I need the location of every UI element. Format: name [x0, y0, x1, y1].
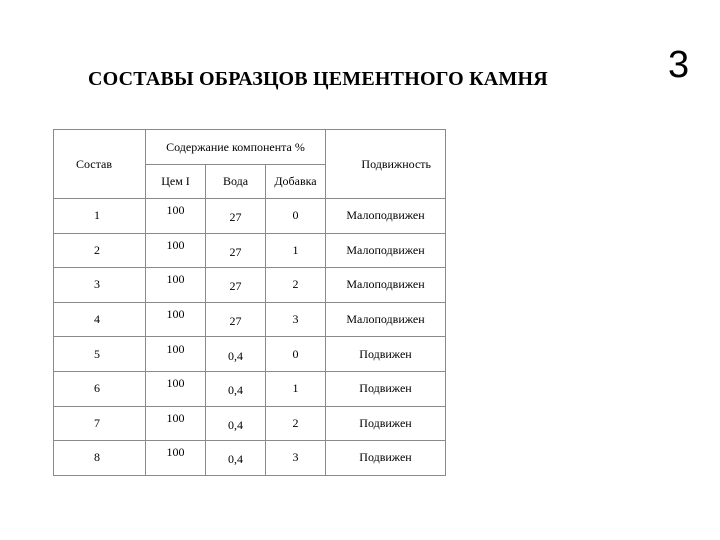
row-id-cell-text: 4	[94, 312, 100, 327]
additive-cell-text: 0	[292, 208, 299, 223]
mobility-cell	[326, 337, 446, 372]
row-id-cell-text: 6	[94, 381, 100, 396]
table-row	[54, 441, 446, 476]
row-id-cell	[54, 233, 146, 268]
water-cell	[206, 406, 266, 441]
cement-cell-text: 100	[166, 341, 185, 356]
water-cell	[206, 233, 266, 268]
mobility-cell-text: Малоподвижен	[346, 312, 425, 327]
cement-cell-text: 100	[166, 237, 185, 252]
water-cell-text: 0,4	[228, 417, 243, 432]
mobility-cell-text: Малоподвижен	[346, 242, 425, 257]
row-id-cell	[54, 302, 146, 337]
water-cell	[206, 199, 266, 234]
header-composition: Состав	[54, 130, 146, 199]
additive-cell-text: 2	[292, 277, 299, 292]
water-cell	[206, 371, 266, 406]
water-cell-text: 27	[229, 279, 242, 294]
table-row	[54, 233, 446, 268]
mobility-cell-text: Подвижен	[359, 346, 412, 361]
cement-cell	[146, 337, 206, 372]
page-number: 3	[668, 44, 690, 86]
water-cell	[206, 337, 266, 372]
cement-cell	[146, 441, 206, 476]
cement-cell-text: 100	[166, 272, 185, 287]
mobility-cell	[326, 199, 446, 234]
cement-cell	[146, 268, 206, 303]
table-row	[54, 268, 446, 303]
additive-cell-text: 1	[292, 381, 299, 396]
additive-cell-text: 0	[292, 346, 299, 361]
cement-cell	[146, 233, 206, 268]
cement-cell-text: 100	[166, 445, 185, 460]
mobility-cell	[326, 302, 446, 337]
row-id-cell-text: 8	[94, 450, 100, 465]
cement-cell	[146, 406, 206, 441]
water-cell-text: 0,4	[228, 348, 243, 363]
water-cell	[206, 268, 266, 303]
cement-cell-text: 100	[166, 410, 185, 425]
row-id-cell-text: 2	[94, 242, 100, 257]
page-title: СОСТАВЫ ОБРАЗЦОВ ЦЕМЕНТНОГО КАМНЯ	[88, 68, 548, 90]
additive-cell	[266, 371, 326, 406]
mobility-cell-text: Малоподвижен	[346, 277, 425, 292]
header-content: Содержание компонента %	[146, 130, 326, 165]
header-cement: Цем I	[146, 165, 206, 199]
row-id-cell	[54, 441, 146, 476]
header-additive: Добавка	[266, 165, 326, 199]
mobility-cell-text: Подвижен	[359, 450, 412, 465]
row-id-cell-text: 7	[94, 415, 100, 430]
additive-cell	[266, 233, 326, 268]
row-id-cell-text: 1	[94, 208, 100, 223]
row-id-cell	[54, 199, 146, 234]
row-id-cell	[54, 371, 146, 406]
water-cell	[206, 302, 266, 337]
mobility-cell-text: Подвижен	[359, 415, 412, 430]
table-row	[54, 199, 446, 234]
row-id-cell-text: 5	[94, 346, 100, 361]
additive-cell	[266, 441, 326, 476]
row-id-cell	[54, 406, 146, 441]
cement-cell	[146, 199, 206, 234]
table-body	[54, 199, 446, 476]
additive-cell	[266, 337, 326, 372]
row-id-cell-text: 3	[94, 277, 100, 292]
additive-cell-text: 3	[292, 312, 299, 327]
mobility-cell	[326, 406, 446, 441]
mobility-cell-text: Подвижен	[359, 381, 412, 396]
table-row	[54, 371, 446, 406]
row-id-cell	[54, 337, 146, 372]
composition-table	[53, 129, 446, 476]
mobility-cell	[326, 441, 446, 476]
mobility-cell	[326, 268, 446, 303]
water-cell-text: 27	[229, 210, 242, 225]
header-water: Вода	[206, 165, 266, 199]
row-id-cell	[54, 268, 146, 303]
water-cell-text: 0,4	[228, 383, 243, 398]
additive-cell-text: 3	[292, 450, 299, 465]
additive-cell-text: 2	[292, 415, 299, 430]
cement-cell	[146, 371, 206, 406]
table-header-row	[54, 130, 446, 165]
cement-cell-text: 100	[166, 376, 185, 391]
additive-cell	[266, 406, 326, 441]
mobility-cell-text: Малоподвижен	[346, 208, 425, 223]
additive-cell-text: 1	[292, 242, 299, 257]
table-row	[54, 302, 446, 337]
table-row	[54, 337, 446, 372]
water-cell-text: 0,4	[228, 452, 243, 467]
table-row	[54, 406, 446, 441]
cement-cell	[146, 302, 206, 337]
mobility-cell	[326, 371, 446, 406]
water-cell-text: 27	[229, 314, 242, 329]
additive-cell	[266, 199, 326, 234]
cement-cell-text: 100	[166, 307, 185, 322]
cement-cell-text: 100	[166, 203, 185, 218]
additive-cell	[266, 268, 326, 303]
additive-cell	[266, 302, 326, 337]
header-mobility: Подвижность	[326, 130, 446, 199]
water-cell	[206, 441, 266, 476]
water-cell-text: 27	[229, 244, 242, 259]
mobility-cell	[326, 233, 446, 268]
